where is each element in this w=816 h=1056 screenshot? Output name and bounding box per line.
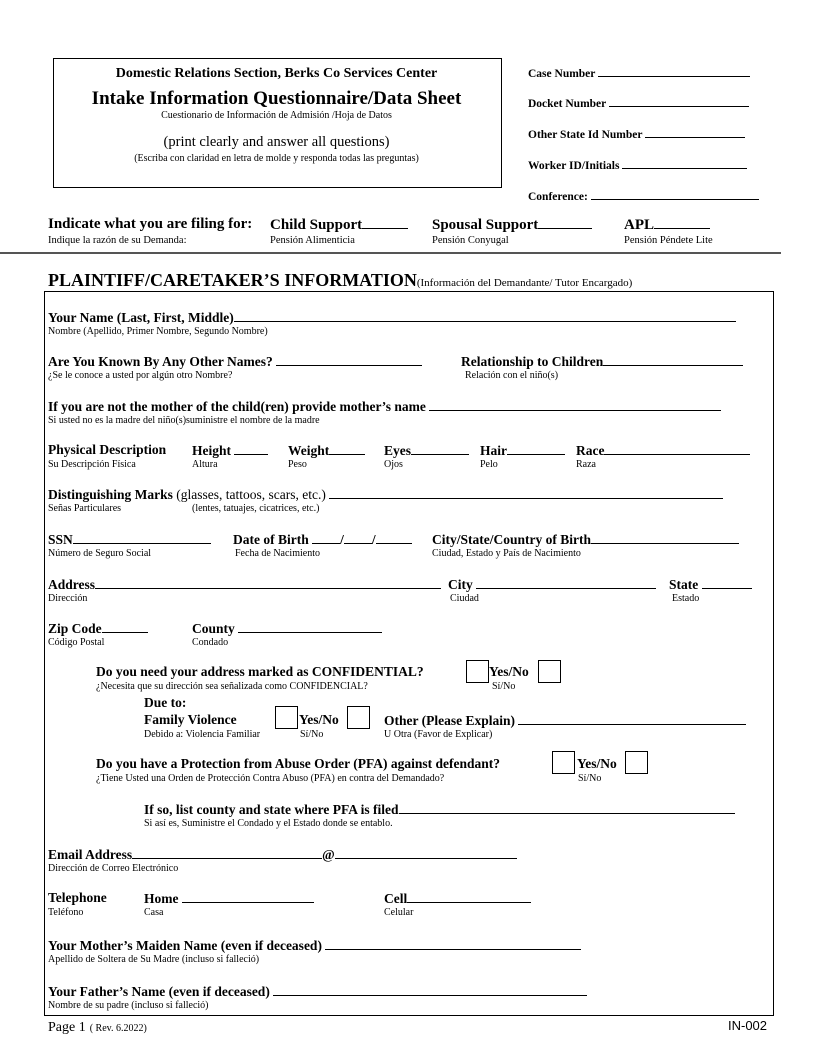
apl-es: Pensión Péndete Lite [624, 235, 713, 246]
family-violence-label: Family Violence [144, 712, 237, 727]
apl-field[interactable]: APL [624, 216, 710, 234]
dob-es: Fecha de Nacimiento [235, 548, 320, 559]
height-es: Altura [192, 459, 218, 470]
weight-es: Peso [288, 459, 307, 470]
other-explain-field[interactable]: Other (Please Explain) [384, 712, 746, 729]
worker-id-field[interactable]: Worker ID/Initials [528, 156, 747, 172]
spousal-support-es: Pensión Conyugal [432, 235, 509, 246]
pfa-yes-no-label: Yes/No [577, 756, 617, 771]
marks-es: Señas Particulares [48, 503, 122, 514]
address-field[interactable]: Address [48, 576, 441, 593]
pfa-no-checkbox[interactable] [625, 751, 648, 774]
weight-field[interactable]: Weight [288, 442, 365, 459]
home-phone-field[interactable]: Home [144, 890, 314, 907]
page-title: Intake Information Questionnaire/Data Sheet [91, 88, 462, 109]
state-field[interactable]: State [669, 576, 752, 593]
child-support-field[interactable]: Child Support [270, 216, 408, 234]
county-es: Condado [192, 637, 229, 648]
conference-field[interactable]: Conference: [528, 187, 759, 203]
mother-maiden-field[interactable]: Your Mother’s Maiden Name (even if deceased) [48, 937, 581, 954]
filing-prompt: Indicate what you are filing for: [48, 216, 253, 232]
dob-field[interactable]: Date of Birth / / [233, 531, 412, 548]
confidential-yes-no-es: Sí/No [492, 681, 516, 692]
email-field[interactable]: Email Address @ [48, 846, 517, 863]
pfa-es: ¿Tiene Usted una Orden de Protección Contra Abuso (PFA) en contra del Demandado? [96, 773, 445, 784]
confidential-question: Do you need your address marked as CONFIDENTIAL? [96, 664, 424, 679]
height-field[interactable]: Height [192, 442, 268, 459]
state-es: Estado [672, 593, 700, 604]
pfa-yes-no-es: Sí/No [578, 773, 602, 784]
filing-prompt-es: Indique la razón de su Demanda: [48, 235, 187, 246]
child-support-es: Pensión Alimenticia [270, 235, 355, 246]
eyes-es: Ojos [384, 459, 403, 470]
confidential-yes-checkbox[interactable] [466, 660, 489, 683]
pfa-yes-checkbox[interactable] [552, 751, 575, 774]
pfa-question: Do you have a Protection from Abuse Order (PFA) against defendant? [96, 756, 500, 771]
telephone-label: Telephone [48, 890, 107, 905]
pfa-county-es: Si así es, Suministre el Condado y el Estado donde se entablo. [144, 818, 393, 829]
zip-es: Código Postal [48, 637, 105, 648]
physical-es: Su Descripción Física [48, 459, 136, 470]
home-phone-es: Casa [144, 907, 164, 918]
family-violence-es: Debido a: Violencia Familiar [144, 729, 261, 740]
hair-es: Pelo [480, 459, 498, 470]
physical-label: Physical Description [48, 442, 167, 457]
spousal-support-field[interactable]: Spousal Support [432, 216, 592, 234]
family-violence-yes-no-label: Yes/No [299, 712, 339, 727]
hair-field[interactable]: Hair [480, 442, 565, 459]
race-es: Raza [576, 459, 596, 470]
mother-name-es: Si usted no es la madre del niño(s)suministre el nombre de la madre [48, 415, 320, 426]
ssn-field[interactable]: SSN [48, 531, 211, 548]
name-es: Nombre (Apellido, Primer Nombre, Segundo Nombre) [48, 326, 268, 337]
case-number-field[interactable]: Case Number [528, 64, 750, 80]
confidential-es: ¿Necesita que su dirección sea señalizada como CONFIDENCIAL? [96, 681, 368, 692]
father-name-field[interactable]: Your Father’s Name (even if deceased) [48, 983, 587, 1000]
marks-field[interactable]: Distinguishing Marks (glasses, tattoos, scars, etc.) [48, 486, 723, 503]
other-state-id-field[interactable]: Other State Id Number [528, 125, 745, 141]
mother-maiden-es: Apellido de Soltera de Su Madre (incluso si falleció) [48, 954, 260, 965]
city-field[interactable]: City [448, 576, 656, 593]
instructions: (print clearly and answer all questions) [163, 134, 390, 150]
family-violence-no-checkbox[interactable] [347, 706, 370, 729]
race-field[interactable]: Race [576, 442, 750, 459]
cell-phone-es: Celular [384, 907, 414, 918]
county-field[interactable]: County [192, 620, 382, 637]
section-title: PLAINTIFF/CARETAKER’S INFORMATION(Información del Demandante/ Tutor Encargado) [48, 270, 633, 290]
form-id: IN-002 [728, 1018, 768, 1033]
name-field[interactable]: Your Name (Last, First, Middle) [48, 309, 736, 326]
address-es: Dirección [48, 593, 88, 604]
confidential-yes-no-label: Yes/No [489, 664, 529, 679]
relationship-es: Relación con el niño(s) [465, 370, 559, 381]
other-names-field[interactable]: Are You Known By Any Other Names? [48, 353, 422, 370]
eyes-field[interactable]: Eyes [384, 442, 469, 459]
page-title-es: Cuestionario de Información de Admisión /Hoja de Datos [161, 110, 392, 121]
pfa-county-field[interactable]: If so, list county and state where PFA is filed [144, 801, 735, 818]
family-violence-yes-no-es: Sí/No [300, 729, 324, 740]
father-name-es: Nombre de su padre (incluso si falleció) [48, 1000, 209, 1011]
birthplace-field[interactable]: City/State/Country of Birth [432, 531, 739, 548]
email-es: Dirección de Correo Electrónico [48, 863, 179, 874]
divider [0, 252, 781, 254]
mother-name-field[interactable]: If you are not the mother of the child(ren) provide mother’s name [48, 398, 721, 415]
relationship-field[interactable]: Relationship to Children [461, 353, 743, 370]
cell-phone-field[interactable]: Cell [384, 890, 531, 907]
page-number: Page 1 ( Rev. 6.2022) [48, 1020, 147, 1035]
office-name: Domestic Relations Section, Berks Co Services Center [115, 66, 438, 81]
instructions-es: (Escriba con claridad en letra de molde y responda todas las preguntas) [134, 153, 419, 164]
ssn-es: Número de Seguro Social [48, 548, 152, 559]
other-names-es: ¿Se le conoce a usted por algún otro Nombre? [48, 370, 233, 381]
other-explain-es: U Otra (Favor de Explicar) [384, 729, 493, 740]
confidential-no-checkbox[interactable] [538, 660, 561, 683]
due-to-label: Due to: [144, 695, 187, 710]
zip-field[interactable]: Zip Code [48, 620, 148, 637]
telephone-es: Teléfono [48, 907, 84, 918]
city-es: Ciudad [450, 593, 479, 604]
birthplace-es: Ciudad, Estado y País de Nacimiento [432, 548, 581, 559]
docket-number-field[interactable]: Docket Number [528, 94, 749, 110]
marks-paren-es: (lentes, tatuajes, cicatrices, etc.) [192, 503, 320, 514]
family-violence-yes-checkbox[interactable] [275, 706, 298, 729]
